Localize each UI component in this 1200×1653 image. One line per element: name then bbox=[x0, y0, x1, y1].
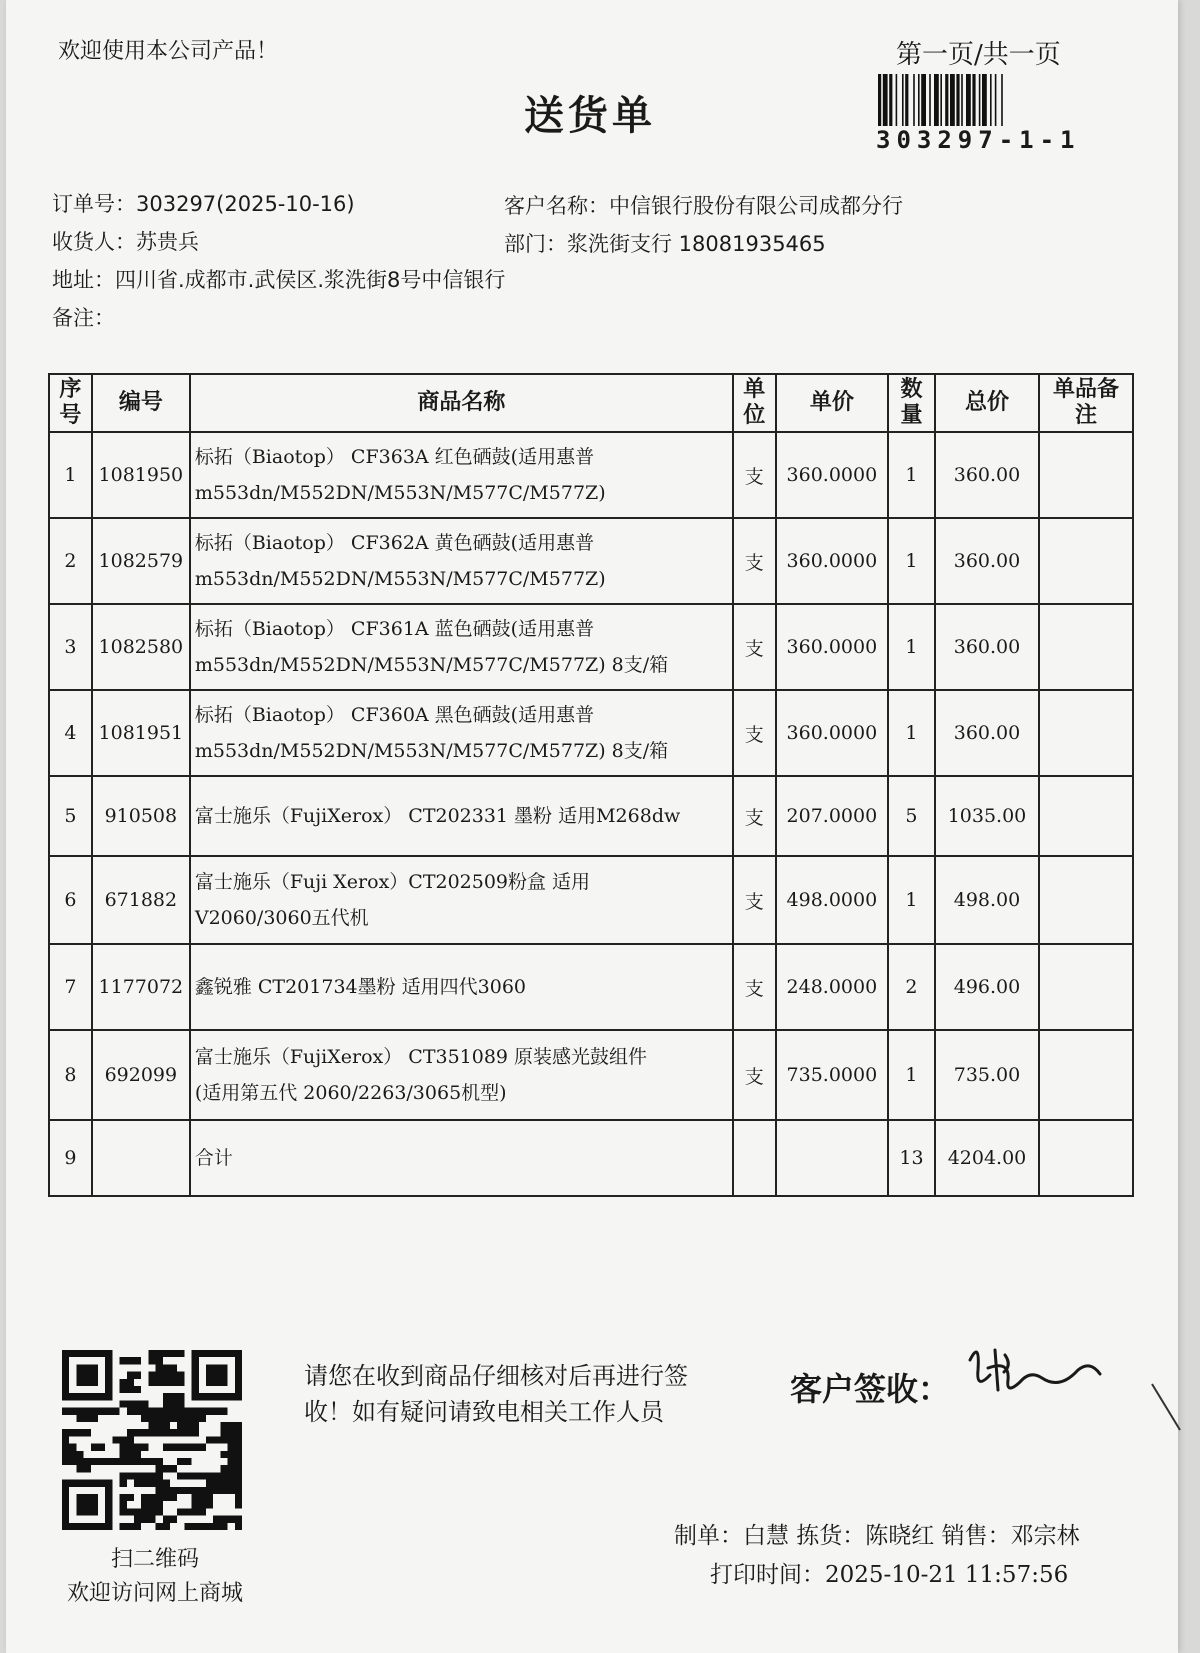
cell-unit bbox=[733, 1120, 776, 1196]
order-label: 订单号： bbox=[52, 192, 136, 216]
cell-name-line2: m553dn/M552DN/M553N/M577C/M577Z) 8支/箱 bbox=[194, 654, 669, 676]
cell-name bbox=[190, 432, 733, 518]
cell-unit: 支 bbox=[733, 604, 776, 690]
items-table bbox=[48, 373, 1134, 1197]
cell-seq: 4 bbox=[49, 690, 92, 776]
table-row bbox=[49, 432, 1133, 518]
cell-qty: 13 bbox=[888, 1120, 935, 1196]
customer-value: 中信银行股份有限公司成都分行 bbox=[609, 194, 903, 218]
cell-name-line1: 标拓（Biaotop） CF362A 黄色硒鼓(适用惠普 bbox=[194, 532, 595, 554]
table-row bbox=[49, 1030, 1133, 1120]
barcode-number: 303297-1-1 bbox=[876, 126, 1081, 154]
cell-code: 1081950 bbox=[92, 432, 190, 518]
cell-price: 248.0000 bbox=[776, 944, 888, 1030]
cell-name-line1: 标拓（Biaotop） CF361A 蓝色硒鼓(适用惠普 bbox=[194, 618, 595, 640]
cell-total: 735.00 bbox=[935, 1030, 1039, 1120]
address bbox=[52, 264, 505, 294]
header-name: 商品名称 bbox=[190, 374, 733, 432]
cell-qty: 1 bbox=[888, 604, 935, 690]
cell-name-line2: (适用第五代 2060/2263/3065机型) bbox=[194, 1082, 507, 1104]
cell-name-line2: V2060/3060五代机 bbox=[194, 907, 369, 929]
cell-total: 1035.00 bbox=[935, 776, 1039, 856]
cell-seq: 2 bbox=[49, 518, 92, 604]
cell-code: 692099 bbox=[92, 1030, 190, 1120]
receiver bbox=[52, 226, 199, 256]
cell-name bbox=[190, 518, 733, 604]
cell-unit: 支 bbox=[733, 776, 776, 856]
department bbox=[504, 228, 826, 258]
qr-code-icon bbox=[62, 1350, 242, 1530]
cell-unit: 支 bbox=[733, 1030, 776, 1120]
customer-sign-label: 客户签收： bbox=[790, 1370, 951, 1408]
signature-icon bbox=[950, 1330, 1110, 1410]
cell-code: 910508 bbox=[92, 776, 190, 856]
cell-name-line1: 标拓（Biaotop） CF360A 黑色硒鼓(适用惠普 bbox=[194, 704, 595, 726]
header-code: 编号 bbox=[92, 374, 190, 432]
cell-price: 498.0000 bbox=[776, 856, 888, 944]
cell-total: 4204.00 bbox=[935, 1120, 1039, 1196]
header-seq: 序号 bbox=[49, 374, 92, 432]
print-time: 打印时间：2025-10-21 11:57:56 bbox=[710, 1562, 1069, 1588]
page-indicator: 第一页/共一页 bbox=[896, 40, 1061, 70]
cell-total: 360.00 bbox=[935, 690, 1039, 776]
header-qty: 数量 bbox=[888, 374, 935, 432]
cell-name-line2: m553dn/M552DN/M553N/M577C/M577Z) bbox=[194, 568, 606, 590]
cell-seq: 1 bbox=[49, 432, 92, 518]
table-row bbox=[49, 690, 1133, 776]
cell-qty: 1 bbox=[888, 518, 935, 604]
barcode-icon bbox=[878, 74, 1088, 126]
cell-qty: 1 bbox=[888, 856, 935, 944]
table-row bbox=[49, 944, 1133, 1030]
cell-code: 671882 bbox=[92, 856, 190, 944]
table-row bbox=[49, 1120, 1133, 1196]
document-title: 送货单 bbox=[524, 93, 656, 139]
cell-remark bbox=[1039, 856, 1133, 944]
header-unit: 单位 bbox=[733, 374, 776, 432]
cell-unit: 支 bbox=[733, 690, 776, 776]
address-label: 地址： bbox=[52, 268, 115, 292]
welcome-text: 欢迎使用本公司产品！ bbox=[58, 39, 279, 64]
remark bbox=[52, 302, 115, 332]
cell-remark bbox=[1039, 604, 1133, 690]
address-value: 四川省.成都市.武侯区.浆洗街8号中信银行 bbox=[115, 268, 506, 292]
cell-qty: 2 bbox=[888, 944, 935, 1030]
cell-qty: 1 bbox=[888, 690, 935, 776]
customer-name bbox=[504, 190, 903, 220]
cell-name bbox=[190, 856, 733, 944]
order-number bbox=[52, 188, 355, 218]
cell-price: 735.0000 bbox=[776, 1030, 888, 1120]
cell-unit: 支 bbox=[733, 856, 776, 944]
cell-qty: 1 bbox=[888, 432, 935, 518]
cell-remark bbox=[1039, 518, 1133, 604]
cell-seq: 3 bbox=[49, 604, 92, 690]
cell-price: 360.0000 bbox=[776, 604, 888, 690]
table-row bbox=[49, 776, 1133, 856]
cell-remark bbox=[1039, 1120, 1133, 1196]
table-header-row bbox=[49, 374, 1133, 432]
paper-edge-mark-icon bbox=[1150, 1380, 1190, 1440]
order-value: 303297(2025-10-16) bbox=[136, 192, 355, 216]
cell-price: 360.0000 bbox=[776, 518, 888, 604]
cell-remark bbox=[1039, 432, 1133, 518]
header-remark: 单品备注 bbox=[1039, 374, 1133, 432]
notice-text: 请您在收到商品仔细核对后再进行签收！如有疑问请致电相关工作人员 bbox=[304, 1362, 688, 1426]
cell-code: 1082579 bbox=[92, 518, 190, 604]
cell-code: 1082580 bbox=[92, 604, 190, 690]
cell-total: 360.00 bbox=[935, 518, 1039, 604]
cell-unit: 支 bbox=[733, 944, 776, 1030]
table-row bbox=[49, 604, 1133, 690]
cell-qty: 1 bbox=[888, 1030, 935, 1120]
cell-total: 360.00 bbox=[935, 604, 1039, 690]
remark-label: 备注： bbox=[52, 306, 115, 330]
cell-seq: 9 bbox=[49, 1120, 92, 1196]
cell-name bbox=[190, 776, 733, 856]
cell-remark bbox=[1039, 776, 1133, 856]
cell-name bbox=[190, 944, 733, 1030]
cell-price: 360.0000 bbox=[776, 432, 888, 518]
cell-name-line1: 鑫锐雅 CT201734墨粉 适用四代3060 bbox=[194, 976, 527, 998]
cell-unit: 支 bbox=[733, 518, 776, 604]
staff-line: 制单：白慧 拣货：陈晓红 销售：邓宗林 bbox=[674, 1523, 1080, 1549]
cell-name-line2: m553dn/M552DN/M553N/M577C/M577Z) bbox=[194, 482, 606, 504]
cell-name bbox=[190, 690, 733, 776]
cell-price bbox=[776, 1120, 888, 1196]
cell-name-line1: 合计 bbox=[194, 1147, 233, 1169]
cell-name-line1: 富士施乐（Fuji Xerox）CT202509粉盒 适用 bbox=[194, 871, 591, 893]
cell-name-line1: 富士施乐（FujiXerox） CT351089 原装感光鼓组件 bbox=[194, 1046, 648, 1068]
cell-seq: 5 bbox=[49, 776, 92, 856]
dept-value: 浆洗街支行 18081935465 bbox=[567, 232, 826, 256]
cell-code: 1177072 bbox=[92, 944, 190, 1030]
table-row bbox=[49, 518, 1133, 604]
cell-price: 207.0000 bbox=[776, 776, 888, 856]
header-total: 总价 bbox=[935, 374, 1039, 432]
cell-name bbox=[190, 604, 733, 690]
qr-caption-line2: 欢迎访问网上商城 bbox=[66, 1581, 243, 1606]
table-row bbox=[49, 856, 1133, 944]
qr-caption-line1: 扫二维码 bbox=[110, 1547, 199, 1572]
cell-code bbox=[92, 1120, 190, 1196]
cell-name-line1: 标拓（Biaotop） CF363A 红色硒鼓(适用惠普 bbox=[194, 446, 595, 468]
customer-label: 客户名称： bbox=[504, 194, 609, 218]
cell-remark bbox=[1039, 690, 1133, 776]
cell-name bbox=[190, 1030, 733, 1120]
receiver-value: 苏贵兵 bbox=[136, 230, 199, 254]
dept-label: 部门： bbox=[504, 232, 567, 256]
cell-seq: 8 bbox=[49, 1030, 92, 1120]
cell-total: 496.00 bbox=[935, 944, 1039, 1030]
cell-seq: 6 bbox=[49, 856, 92, 944]
cell-name bbox=[190, 1120, 733, 1196]
cell-price: 360.0000 bbox=[776, 690, 888, 776]
cell-remark bbox=[1039, 1030, 1133, 1120]
cell-code: 1081951 bbox=[92, 690, 190, 776]
cell-total: 360.00 bbox=[935, 432, 1039, 518]
qr-caption bbox=[50, 1543, 260, 1611]
cell-total: 498.00 bbox=[935, 856, 1039, 944]
receiver-label: 收货人： bbox=[52, 230, 136, 254]
cell-name-line2: m553dn/M552DN/M553N/M577C/M577Z) 8支/箱 bbox=[194, 740, 669, 762]
cell-seq: 7 bbox=[49, 944, 92, 1030]
cell-unit: 支 bbox=[733, 432, 776, 518]
cell-qty: 5 bbox=[888, 776, 935, 856]
cell-remark bbox=[1039, 944, 1133, 1030]
cell-name-line1: 富士施乐（FujiXerox） CT202331 墨粉 适用M268dw bbox=[194, 805, 681, 827]
header-price: 单价 bbox=[776, 374, 888, 432]
